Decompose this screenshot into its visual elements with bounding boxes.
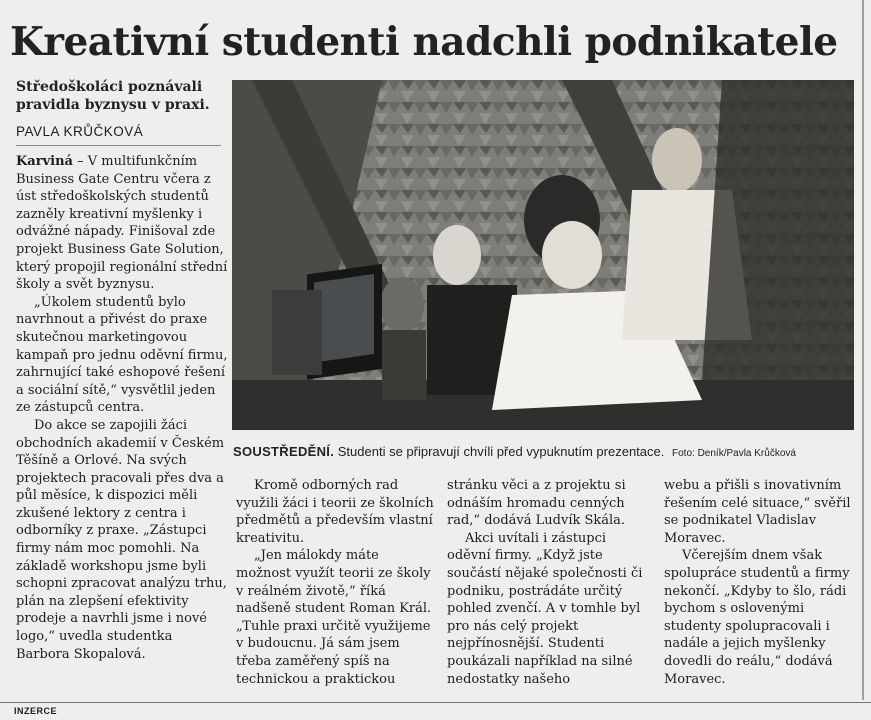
paragraph: „Úkolem studentů bylo navrhnout a přivést do praxe skutečnou marketingovou kampaň pro jednu oděvní firmu, zahrnující také eshopové řešení a sociální sítě,“ vysvětlil jeden ze zástupců centra. xyxy=(16,294,228,416)
photo-credit: Foto: Deník/Pavla Krůčková xyxy=(672,448,796,459)
article-column-2 xyxy=(236,477,434,688)
headline: Kreativní studenti nadchli podnikatele xyxy=(10,19,838,65)
article-photo xyxy=(232,80,854,430)
author-byline: PAVLA KRŮČKOVÁ xyxy=(16,124,221,146)
ad-section-label: INZERCE xyxy=(14,706,58,716)
photo-illustration xyxy=(232,80,854,430)
paragraph: „Jen málokdy máte možnost využít teorii ze školy v reálném životě,“ říká nadšeně student Roman Král. „Tuhle praxi určitě využijeme v budoucnu. Já sám jsem třeba zaměřený spíš na technickou a praktickou xyxy=(236,548,432,687)
dateline: Karviná xyxy=(16,154,73,169)
footer-divider xyxy=(0,702,871,703)
subheadline: Středoškoláci poznávali pravidla byznysu v praxi. xyxy=(16,79,210,113)
article-column-1 xyxy=(16,153,228,663)
paragraph: stránku věci a z projektu si odnáším hromadu cenných rad,“ dodává Ludvík Skála. xyxy=(447,478,626,529)
paragraph: Kromě odborných rad využili žáci i teorii ze školních předmětů a především vlastní kreativitu. xyxy=(236,478,434,546)
paragraph: webu a přišli s inovativním řešením celé situace,“ svěřil se podnikatel Vladislav Moravec. xyxy=(664,478,851,546)
photo-caption xyxy=(233,444,863,459)
article-column-4 xyxy=(664,477,854,688)
caption-text: Studenti se připravují chvíli před vypuknutím prezentace. xyxy=(337,444,665,459)
article-column-3 xyxy=(447,477,645,688)
column-rule xyxy=(862,0,864,700)
paragraph: Včerejším dnem však spolupráce studentů a firmy nekončí. „Kdyby to šlo, rádi bychom s oslovenými studenty spolupracovali i nadále a jejich myšlenky dovedli do reálu,“ dodává Moravec. xyxy=(664,548,850,687)
paragraph-text: – V multifunkčním Business Gate Centru včera z úst středoškolských studentů zazněly kreativní myšlenky i odvážné nápady. Finišoval zde projekt Business Gate Solution, který propojil regionální střední školy a svět byznysu. xyxy=(16,154,228,293)
caption-tag: SOUSTŘEDĚNÍ. xyxy=(233,444,335,459)
paragraph: Do akce se zapojili žáci obchodních akademií v Českém Těšíně a Orlové. Na svých projektech pracovali přes dva a půl měsíce, k dispozici měli zkušené lektory z centra i odborníky z praxe. „Zástupci firmy nám moc pomohli. Na základě workshopu jsme byli schopni zpracovat analýzu trhu, plán na zlepšení efektivity prodeje a navrhli jsme i nové logo,“ uvedla studentka Barbora Skopalová. xyxy=(16,417,227,662)
paragraph: Akci uvítali i zástupci oděvní firmy. „Když jste součástí nějaké společnosti či podniku, postrádáte určitý pohled zvenčí. A v tomhle byl pro nás celý projekt nejpřínosnější. Studenti poukázali například na silné nedostatky našeho xyxy=(447,530,643,687)
paragraph xyxy=(16,153,228,294)
